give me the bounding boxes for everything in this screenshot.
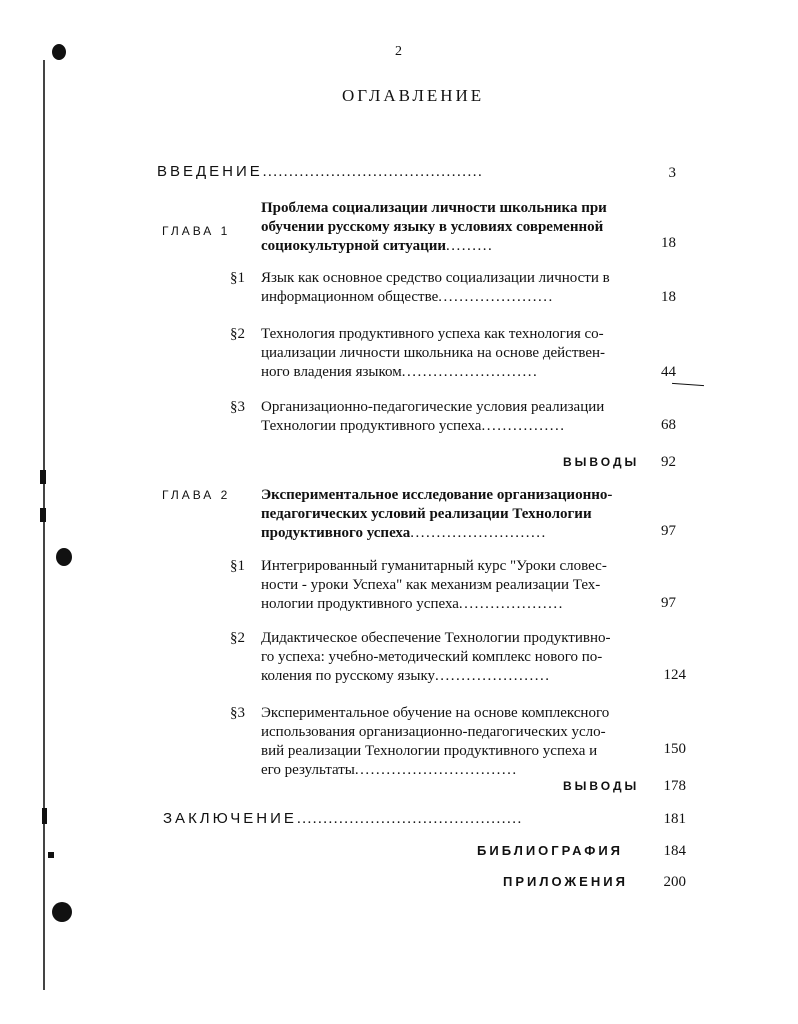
scan-artifact-mark xyxy=(42,808,47,824)
section-page: 150 xyxy=(663,741,686,757)
section-line: Дидактическое обеспечение Технологии продуктивно- xyxy=(261,630,611,646)
leader-dots: ...................... xyxy=(438,289,554,305)
section-page: 68 xyxy=(661,417,676,433)
leader-dots: ......... xyxy=(446,238,494,254)
section-line: Организационно-педагогические условия реализации xyxy=(261,399,605,415)
leader-dots: ............................... xyxy=(354,762,518,778)
section-num: §1 xyxy=(230,270,245,286)
section-num: §2 xyxy=(230,630,245,646)
section-line: коления по русскому языку xyxy=(261,668,436,684)
leader-dots: ........................................... xyxy=(296,811,523,827)
leader-dots: ...................... xyxy=(435,668,551,684)
bibliography-label: БИБЛИОГРАФИЯ xyxy=(477,843,624,858)
chapter2-conclusions-page: 178 xyxy=(663,778,686,794)
chapter1-conclusions-label: ВЫВОДЫ xyxy=(563,455,640,469)
toc-entry-ch2-s2 xyxy=(261,629,611,686)
chapter2-title xyxy=(261,486,612,543)
section-line: Экспериментальное обучение на основе комплексного xyxy=(261,705,610,721)
toc-entry-intro xyxy=(157,163,483,181)
conclusion-page: 181 xyxy=(663,811,686,827)
section-page: 124 xyxy=(663,667,686,683)
chapter1-page: 18 xyxy=(661,235,676,251)
chapter2-page: 97 xyxy=(661,523,676,539)
section-line: его результаты xyxy=(261,762,355,778)
chapter1-label: ГЛАВА 1 xyxy=(162,224,231,238)
chapter2-title-line: педагогических условий реализации Технологии xyxy=(261,506,592,522)
bibliography-page: 184 xyxy=(663,843,686,859)
section-page: 97 xyxy=(661,595,676,611)
section-line: го успеха: учебно-методический комплекс нового по- xyxy=(261,649,603,665)
leader-dots: ................ xyxy=(481,418,566,434)
chapter1-title-line: Проблема социализации личности школьника при xyxy=(261,200,607,216)
section-line: ности - уроки Успеха" как механизм реализации Тех- xyxy=(261,577,601,593)
toc-entry-ch1-s2 xyxy=(261,325,605,382)
pen-mark xyxy=(672,383,704,386)
section-page: 44 xyxy=(661,364,676,380)
chapter1-title-line: социокультурной ситуации xyxy=(261,238,447,254)
appendices-label: ПРИЛОЖЕНИЯ xyxy=(503,874,628,889)
leader-dots: .......................... xyxy=(410,525,547,541)
chapter1-title-line: обучении русскому языку в условиях современной xyxy=(261,219,604,235)
leader-dots: .......................................... xyxy=(262,164,484,180)
chapter2-label: ГЛАВА 2 xyxy=(162,488,231,502)
section-line: нологии продуктивного успеха xyxy=(261,596,459,612)
section-line: Интегрированный гуманитарный курс "Уроки словес- xyxy=(261,558,607,574)
toc-entry-ch1-s1 xyxy=(261,269,610,307)
chapter1-title xyxy=(261,199,607,256)
scan-artifact-blot xyxy=(56,548,72,566)
section-line: информационном обществе xyxy=(261,289,439,305)
page-number: 2 xyxy=(395,44,402,59)
chapter2-title-line: Экспериментальное исследование организационно- xyxy=(261,487,613,503)
section-line: циализации личности школьника на основе действен- xyxy=(261,345,606,361)
intro-page: 3 xyxy=(668,165,676,181)
scan-artifact-mark xyxy=(40,508,46,522)
toc-entry-ch2-s3 xyxy=(261,704,609,780)
leader-dots: .......................... xyxy=(401,364,539,380)
section-num: §3 xyxy=(230,705,245,721)
leader-dots: .................... xyxy=(458,596,564,612)
section-line: ного владения языком xyxy=(261,364,402,380)
scan-artifact-mark xyxy=(40,470,46,484)
section-line: Технология продуктивного успеха как технология со- xyxy=(261,326,604,342)
conclusion-label: ЗАКЛЮЧЕНИЕ xyxy=(163,810,297,827)
section-num: §3 xyxy=(230,399,245,415)
intro-label: ВВЕДЕНИЕ xyxy=(157,163,263,180)
section-line: Технологии продуктивного успеха xyxy=(261,418,482,434)
section-num: §1 xyxy=(230,558,245,574)
chapter2-title-line: продуктивного успеха xyxy=(261,525,411,541)
toc-entry-conclusion xyxy=(163,810,523,828)
section-line: Язык как основное средство социализации личности в xyxy=(261,270,610,286)
chapter2-conclusions-label: ВЫВОДЫ xyxy=(563,779,640,793)
section-num: §2 xyxy=(230,326,245,342)
scan-artifact-blot xyxy=(52,44,66,60)
page-title: ОГЛАВЛЕНИЕ xyxy=(342,86,485,105)
section-line: вий реализации Технологии продуктивного успеха и xyxy=(261,743,598,759)
toc-entry-ch1-s3 xyxy=(261,398,604,436)
scan-artifact-mark xyxy=(48,852,54,858)
chapter1-conclusions-page: 92 xyxy=(661,454,676,470)
scan-artifact-line xyxy=(43,60,45,990)
toc-entry-ch2-s1 xyxy=(261,557,607,614)
section-line: использования организационно-педагогических усло- xyxy=(261,724,606,740)
appendices-page: 200 xyxy=(663,874,686,890)
section-page: 18 xyxy=(661,289,676,305)
scan-artifact-blot xyxy=(52,902,72,922)
